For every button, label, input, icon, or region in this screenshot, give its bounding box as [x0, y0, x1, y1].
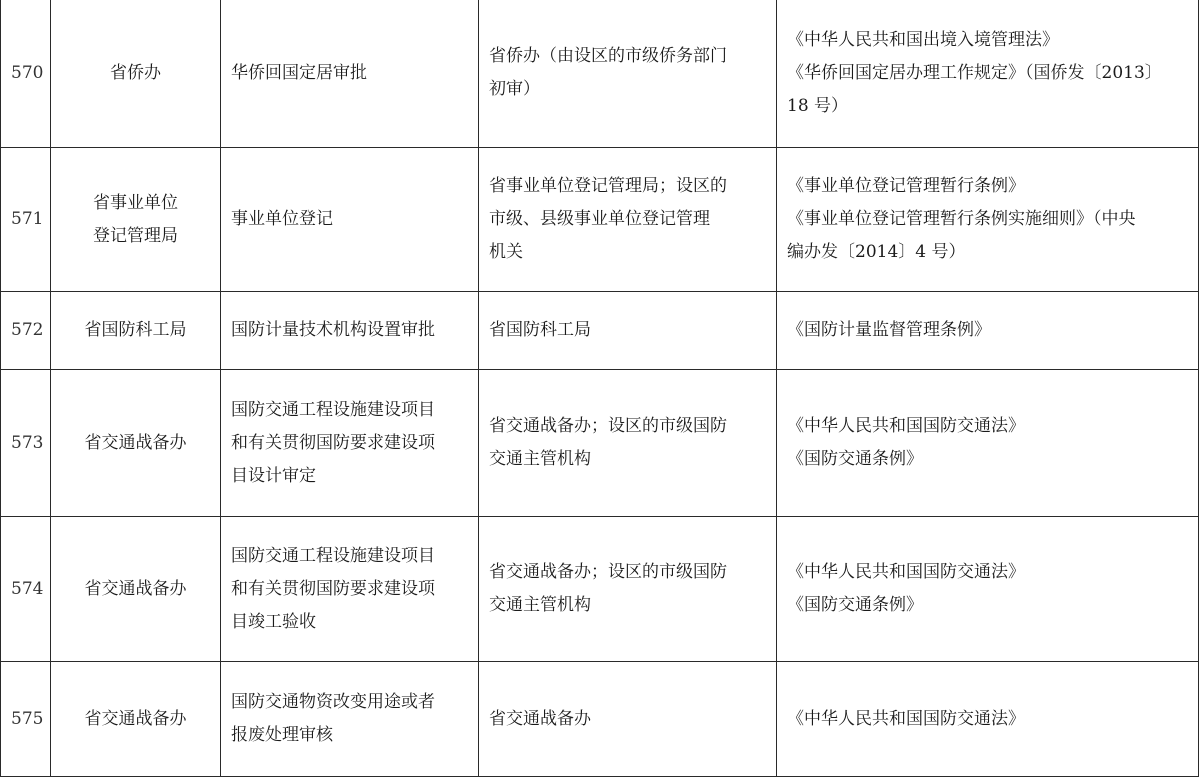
- item-name-line: 国防计量技术机构设置审批: [231, 320, 435, 340]
- legal-basis-line: 《中华人民共和国国防交通法》: [787, 708, 1025, 729]
- row-number: 570: [11, 62, 44, 83]
- department-cell: [51, 662, 221, 777]
- item-name-cell: [221, 662, 479, 777]
- legal-basis-line: 《事业单位登记管理暂行条例实施细则》（中央: [787, 209, 1136, 229]
- department-cell: [51, 517, 221, 662]
- row-number-cell: [1, 370, 51, 517]
- item-name-line: 目竣工验收: [231, 611, 316, 632]
- item-name-line: 和有关贯彻国防要求建设项: [231, 578, 435, 599]
- table-row: [1, 148, 1199, 292]
- table-row: [1, 517, 1199, 662]
- legal-basis-line: 编办发〔2014〕4 号）: [787, 242, 966, 262]
- item-name-line: 国防交通工程设施建设项目: [231, 399, 435, 420]
- implementing-org-line: 交通主管机构: [489, 449, 591, 469]
- table-row: [1, 0, 1199, 148]
- implementing-org-cell: [479, 662, 777, 777]
- item-name-line: 报废处理审核: [231, 725, 333, 745]
- implementing-org-line: 省国防科工局: [489, 320, 591, 340]
- department-line: 省交通战备办: [84, 708, 187, 729]
- implementing-org-line: 市级、县级事业单位登记管理: [489, 209, 710, 229]
- row-number: 574: [11, 578, 44, 599]
- department-cell: [51, 370, 221, 517]
- implementing-org-line: 机关: [489, 242, 523, 262]
- department-line: 省交通战备办: [84, 578, 187, 599]
- department-line: 省侨办: [110, 62, 161, 83]
- legal-basis-cell: [777, 517, 1199, 662]
- department-line: 省交通战备办: [84, 432, 187, 453]
- table-row: [1, 292, 1199, 370]
- legal-basis-cell: [777, 370, 1199, 517]
- row-number: 572: [11, 320, 44, 340]
- item-name-line: 国防交通工程设施建设项目: [231, 545, 435, 566]
- item-name-line: 国防交通物资改变用途或者: [231, 692, 435, 712]
- item-name-line: 华侨回国定居审批: [231, 62, 367, 83]
- legal-basis-cell: [777, 148, 1199, 292]
- legal-basis-line: 《国防交通条例》: [787, 595, 923, 615]
- implementing-org-line: 初审）: [489, 79, 540, 99]
- department-line: 省国防科工局: [84, 320, 187, 340]
- implementing-org-line: 省交通战备办；设区的市级国防: [489, 416, 727, 436]
- item-name-cell: [221, 517, 479, 662]
- item-name-cell: [221, 148, 479, 292]
- row-number: 571: [11, 209, 44, 229]
- implementing-org-cell: [479, 517, 777, 662]
- table-row: [1, 662, 1199, 777]
- item-name-line: 事业单位登记: [231, 209, 333, 229]
- implementing-org-line: 省侨办（由设区的市级侨务部门: [489, 46, 727, 66]
- row-number-cell: [1, 517, 51, 662]
- implementing-org-line: 省事业单位登记管理局；设区的: [489, 176, 727, 196]
- row-number-cell: [1, 662, 51, 777]
- implementing-org-line: 省交通战备办: [489, 708, 591, 729]
- table-row: [1, 370, 1199, 517]
- item-name-cell: [221, 370, 479, 517]
- legal-basis-line: 《中华人民共和国国防交通法》: [787, 562, 1025, 582]
- legal-basis-line: 《中华人民共和国出境入境管理法》: [787, 29, 1059, 50]
- legal-basis-line: 《中华人民共和国国防交通法》: [787, 416, 1025, 436]
- implementing-org-cell: [479, 148, 777, 292]
- item-name-line: 目设计审定: [231, 465, 316, 486]
- legal-basis-line: 《事业单位登记管理暂行条例》: [787, 176, 1025, 196]
- row-number-cell: [1, 292, 51, 370]
- table-body: [1, 0, 1199, 777]
- item-name-cell: [221, 292, 479, 370]
- row-number-cell: [1, 148, 51, 292]
- department-cell: [51, 148, 221, 292]
- implementing-org-line: 省交通战备办；设区的市级国防: [489, 562, 727, 582]
- implementing-org-cell: [479, 292, 777, 370]
- row-number: 573: [11, 432, 44, 453]
- item-name-line: 和有关贯彻国防要求建设项: [231, 432, 435, 453]
- legal-basis-line: 《华侨回国定居办理工作规定》（国侨发〔2013〕: [787, 62, 1162, 83]
- legal-basis-cell: [777, 292, 1199, 370]
- department-cell: [51, 0, 221, 148]
- legal-basis-line: 18 号）: [787, 95, 849, 116]
- legal-basis-cell: [777, 0, 1199, 148]
- row-number: 575: [11, 708, 44, 729]
- item-name-cell: [221, 0, 479, 148]
- legal-basis-cell: [777, 662, 1199, 777]
- department-line: 登记管理局: [93, 225, 178, 246]
- implementing-org-line: 交通主管机构: [489, 595, 591, 615]
- department-line: 省事业单位: [93, 192, 178, 213]
- department-cell: [51, 292, 221, 370]
- row-number-cell: [1, 0, 51, 148]
- implementing-org-cell: [479, 370, 777, 517]
- legal-basis-line: 《国防计量监督管理条例》: [787, 320, 991, 340]
- legal-basis-line: 《国防交通条例》: [787, 449, 923, 469]
- implementing-org-cell: [479, 0, 777, 148]
